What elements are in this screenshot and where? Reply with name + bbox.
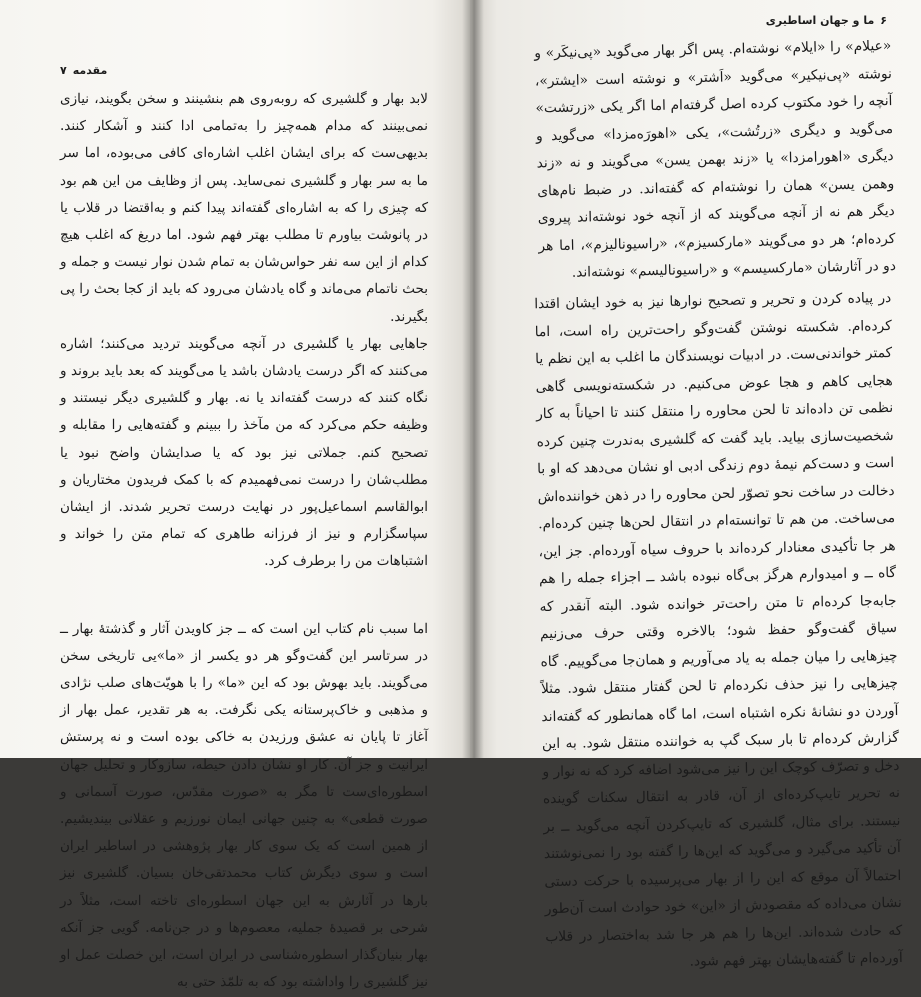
right-paragraph-1: «عیلام» را «ایلام» نوشته‌ام. پس اگر بهار می‌گوید «پی‌نیکَر» و نوشته «پی‌نیکیر» می‌گوید «اَشتر» و نوشته است «ایشتر»، آنچه را خود مکتوب کرده اصل گرفته‌ام اما اگر یکی «زرتشت» می‌گوید و دیگری «زرتُشت»، یکی «اهورَه‌مزدا» می‌گوید و دیگری «اهورامزدا» یا «زند بهمن یسن» می‌گویند و نه «زند وهمن یسن» همان را نوشته‌ام که گفته‌اند. در ضبط نام‌های دیگر هم نه از آنچه می‌گویند که از آنچه خود نوشته‌اند پیروی کرده‌ام؛ هر دو می‌گویند «مارکسیزم»، «راسیونالیزم»، اما هر دو در آثارشان «مارکسیسم» و «راسیونالیسم» نوشته‌اند. [534, 37, 897, 281]
left-chapter-title: مقدمه [72, 64, 108, 77]
book-gutter-shadow [462, 0, 484, 758]
right-page-number: ۶ [880, 14, 887, 27]
right-running-head [534, 14, 887, 27]
right-paragraph-2: در پیاده کردن و تحریر و تصحیح نوارها نیز به خود ایشان اقتدا کرده‌ام. شکسته نوشتن گفت‌وگو راحت‌ترین راه است، اما کمتر خواندنی‌ست. در ادبیات نویسندگان ما اغلب به این نظم یا هجایی کاهم و هجا عوض می‌کنیم. در شکسته‌نویسی گاهی نظمی تن داده‌اند تا لحن محاوره را منتقل کنند تا احیاناً به کار شخصیت‌سازی بیاید. باید گفت که گلشیری به‌ندرت چنین کرده است و دست‌کم نیمهٔ دوم زندگی ادبی او نشان می‌دهد که او با دخالت در ساخت نحو تصوّر لحن محاوره را در ذهن خواننده‌اش می‌ساخت. من هم تا توانسته‌ام در انتقال لحن‌ها چنین کرده‌ام. هر جا تأکیدی معنادار کرده‌اند با حروف سیاه آورده‌ام. جز این، گاه ــ و امیدوارم هرگز بی‌گاه نبوده باشد ــ اجزاء جمله را هم جابه‌جا کرده‌ام تا متن راحت‌تر خوانده شود. البته آنقدر که سیاق گفت‌وگو حفظ شود؛ بالاخره وقتی حرف می‌زنیم چیزهایی را میان جمله به یاد می‌آوریم و همان‌جا می‌گوییم. گاه چیزهایی را نیز حذف نکرده‌ام تا لحن گفتار منتقل شود. مثلاً آوردن دو نشانهٔ نکره اشتباه است، اما گاه همانطور که گفته‌اند گزارش کرده‌ام تا بار سبک گپ به خواننده منتقل شود. به این دخل و تصرّف کوچک این را نیز می‌شود اضافه کرد که نه نوار و نه تحریر تایپ‌کرده‌ای از آن، قادر به انتقال سکنات گوینده نیستند. برای مثال، گلشیری که تایپ‌کردن آنچه می‌گوید ــ بر آن تأکید می‌گیرد و می‌گوید که این‌ها را گفته بود را نمی‌نوشتند احتمالاً آن موقع که این را از بهار می‌پرسیده با حرکت دستی نشان می‌داده که مقصودش از «این» خود حوادث است آن‌طور که حادث شده‌اند. این‌ها را هم هر جا شد به‌اختصار در قلاب آورده‌ام تا گفته‌هایشان بهتر فهم شود. [534, 289, 903, 970]
left-page-number: ۷ [60, 64, 67, 77]
right-running-title: ما و جهان اساطیری [765, 14, 875, 27]
right-page [470, 0, 921, 970]
left-paragraph-2: جاهایی بهار یا گلشیری در آنچه می‌گویند تردید می‌کنند؛ اشاره می‌کنند که اگر درست یادشان باشد یا می‌گویند که بعد باید بروند و نگاه کنند که درست گفته‌اند یا نه. بهار و گلشیری دیگر نیستند و وظیفه حکم می‌کرد که من مآخذ را ببینم و گفته‌هایی را مقابله و تصحیح کنم. جملاتی نیز بود که یا صدایشان واضح نبود یا مطلب‌شان را درست نمی‌فهمیدم که با کمک فریدون مختاریان و ابوالقاسم اسماعیل‌پور در نهایت درست تحریر شدند. از ایشان سپاسگزارم و نیز از فرزانه طاهری که تمام متن را خواند و اشتباهات من را برطرف کرد. [60, 335, 428, 570]
left-paragraph-1: لابد بهار و گلشیری که روبه‌روی هم بنشینند و سخن بگویند، نیازی نمی‌بینند که مدام همه‌چیز را به‌تمامی ادا کنند و آشکار کنند. بدیهی‌ست که برای ایشان اغلب اشاره‌ای کافی می‌بوده، اما سر ما به سر بهار و گلشیری نمی‌ساید. پس از وظایف من این هم بود که چیزی را که به اشاره‌ای گفته‌اند پیدا کنم و به‌اقتضا در قلاب یا در پانوشت بیاورم تا مطلب بهتر فهم شود. اما دریغ که اغلب هیچ کدام از این سه نفر حواس‌شان به تمام شدن نوار نیست و جمله و بحث ناتمام می‌ماند و گاه یادشان می‌رود که باید از کجا بحث را پی بگیرند. [60, 91, 428, 325]
left-running-head [60, 64, 107, 77]
left-paragraph-3: اما سبب نام کتاب این است که ــ جز کاویدن آثار و گذشتهٔ بهار ــ در سرتاسر این گفت‌وگو هر دو یکسر از «ما»یی تاریخی سخن می‌گویند. باید بهوش بود که این «ما» را با هویّت‌های صلب نژادی و مذهبی و خاک‌پرستانه یکی نگرفت. به هر تقدیر، عمل بهار از آغاز تا پایان نه عشق ورزیدن به خاکی بوده است و نه پرستش ایرانیت و جز آن. کار او نشان دادن حیطه، سازوکار و تحلیل جهان اسطوره‌ای‌ست تا مگر به «صورت مقدّس، صورت آسمانی و صورت قطعی» به چنین جهانی ایمان نورزیم و عقلانی بیندیشیم. از همین است که یک سوی کار بهار پژوهشی در اساطیر ایران است و سوی دیگرش کتاب محمدتقی‌خان بسیان. گلشیری نیز بارها در آثارش به این جهان اسطوره‌ای تاخته است، مثلاً در شرحی بر قصیدهٔ جملیه، معصوم‌ها و در جن‌نامه. گویی جز آنکه بهار بنیان‌گذار اسطوره‌شناسی در ایران است، این خصلت عمل او نیز گلشیری را واداشته بود که به تلمّذ حتی به [60, 620, 428, 991]
